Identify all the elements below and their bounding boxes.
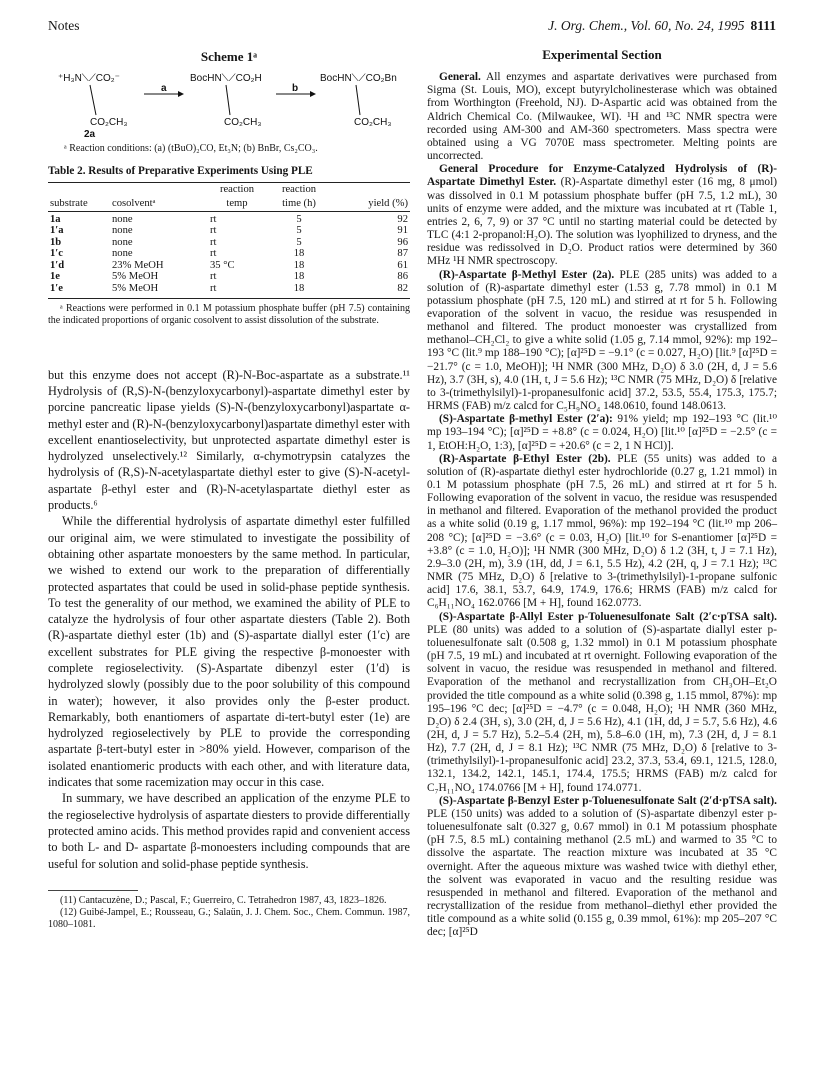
arrow-a-label: a — [161, 83, 167, 95]
scheme-diagram — [48, 67, 410, 137]
paragraph-heading: (S)-Aspartate β-Allyl Ester p-Toluenesulfonate Salt (2ʹc·pTSA salt). — [439, 610, 777, 623]
page-number: 8111 — [750, 18, 776, 33]
table-row — [48, 260, 410, 272]
table-2-footnote: ᵃ Reactions were performed in 0.1 M potassium phosphate buffer (pH 7.5) containing the indicated proportions of organic cosolvent to assist dissolution of the substrate. — [48, 302, 410, 326]
paragraph-general-procedure — [427, 163, 777, 268]
cell-yield: 61 — [397, 259, 408, 271]
compound-1-top: ⁺H₃N⟍⟋CO₂⁻ — [58, 73, 120, 85]
reference-11: (11) Cantacuzène, D.; Pascal, F.; Guerreiro, C. Tetrahedron 1987, 43, 1823–1826. — [60, 894, 387, 906]
cell-temp: rt — [210, 225, 217, 237]
table-2-title: Table 2. Results of Preparative Experiments Using PLE — [48, 165, 313, 178]
paragraph-general — [427, 71, 777, 163]
cell-substrate: 1e — [50, 271, 60, 283]
paragraph-text: All enzymes and aspartate derivatives were purchased from Sigma (St. Louis, MO), except butyrylcholinesterase which was obtained from Worthington (Freehold, NJ). D-Aspartic acid was obtained from the Aldrich Chemical Co. (Milwaukee, WI). ¹H and ¹³C NMR spectra were recorded using AM-300 and AM-360 spectrometers. Mass spectra were obtained using a VG 7070E mass spectrometer. Melting points are uncorrected. — [427, 71, 777, 163]
compound-2-sub: CO₂CH₃ — [224, 117, 262, 129]
header-temp-2: temp — [208, 197, 266, 211]
cell-temp: rt — [210, 236, 217, 248]
paragraph-continuation: but this enzyme does not accept (R)-N-Boc-aspartate as a substrate.¹¹ Hydrolysis of (R,S)-N-(benzyloxycarbonyl)-aspartate dimethyl ester by porcine pancreatic lipase yields (S)-N-(benzyloxycarbonyl)aspartate α-methyl ester and (R)-N-(benzyloxycarbonyl)aspartate dimethyl ester with excellent enantioselectivity, but unprotected aspartate dimethyl ester is hydrolyzed unselectively.¹² Similarly, α-chymotrypsin catalyzes the hydrolysis of (R,S)-N-acetylaspartate diethyl ester to give (S)-N-acetyl-aspartate β-ethyl ester and (R)-N-acetylaspartate diethyl ester as products.⁶ — [48, 367, 410, 513]
cell-cosolvent: none — [112, 213, 133, 225]
paragraph-text: PLE (55 units) was added to a solution of (R)-aspartate diethyl ester hydrochloride (0.27 g, 1.21 mmol) in 0.1 M potassium phosphate (pH 7.5, 26 mL) and stirred at rt for 5 h. Following evaporation of the solvent in vacuo, the residue was resuspended in methanol and filtered. Evaporation of the methanol provided the product as a white solid (0.19 g, 1.17 mmol, 96%): mp 192–194 °C (lit.¹⁰ mp 206–208 °C); [α]²⁵D = −3.6° (c = 0.03, H₂O) [lit.¹⁰ for S-enantiomer [α]²⁵D = +3.8° (c = 1.0, H₂O)]; ¹H NMR (300 MHz, D₂O) δ 1.2 (3H, t, J = 7.1 Hz), 2.9–3.0 (2H, m), 3.9 (1H, dd, J = 6.1, 5.5 Hz), 4.2 (2H, q, J = 7.1 Hz); ¹³C NMR (75 MHz, D₂O) δ [relative to 3-(trimethylsilyl)-1-propane sulfonic acid] 17.6, 38.1, 53.7, 64.9, 174.9, 176.6; HRMS (FAB) m/z calcd for C₆H₁₁NO₄ 162.0766 [M + H], found 162.0773. — [427, 452, 777, 610]
scheme-title: Scheme 1ᵃ — [200, 49, 258, 64]
compound-3-top: BocHN⟍⟋CO₂Bn — [320, 73, 397, 85]
cell-temp: rt — [210, 248, 217, 260]
compound-2-bond — [226, 85, 230, 115]
compound-3-sub: CO₂CH₃ — [354, 117, 392, 129]
paragraph-heading: General. — [439, 71, 481, 84]
header-cosolvent: cosolventᵃ — [110, 197, 208, 211]
scheme-1 — [48, 67, 410, 137]
compound-2-top: BocHN⟍⟋CO₂H — [190, 73, 262, 85]
left-column — [48, 44, 410, 931]
cell-substrate: 1ʹd — [50, 259, 65, 271]
paragraph-text: PLE (150 units) was added to a solution of (S)-aspartate dibenzyl ester p-toluenesulfonate salt (0.327 g, 0.67 mmol) in 0.1 M potassium phosphate (pH 7.5, 8.5 mL) containing methanol (2.5 mL) and warmed to 35 °C to dissolve the aspartate. The reaction mixture was incubated at 35 °C overnight. After the aqueous mixture was washed twice with diethyl ether, the solvent was evaporated in vacuo and the resulting residue was resuspended in methanol and filtered. Evaporation of the methanol and recrystallization of the residue from methanol–diethyl ether provided the title compound as a white solid (0.155 g, 0.39 mmol, 61%): mp 205–207 °C dec; [α]²⁵D — [427, 807, 777, 939]
section-title: Experimental Section — [542, 47, 662, 62]
compound-1-bond — [90, 85, 96, 115]
cell-time: 18 — [266, 283, 332, 298]
compound-1-sub: CO₂CH₃ — [90, 117, 128, 129]
paragraph-2prime-d — [427, 795, 777, 940]
paragraph-text: (R)-Aspartate dimethyl ester (16 mg, 8 μmol) was dissolved in 0.1 M potassium phosphate buffer (pH 7.5, 1.2 mL), 30 units of enzyme were added, and the mixture was incubated at rt (Table 1, entries 2, 6, 7, 9) or 37 °C until no starting material could be detected by TLC (4:1 2-propanol:H₂O). The solution was lyophilized to dryness, and the residue was redissolved in D₂O. Product ratios were determined by 360 MHz ¹H NMR spectroscopy. — [427, 176, 777, 268]
header-yield: yield (%) — [332, 197, 410, 211]
arrow-b-head — [310, 91, 316, 97]
cell-yield: 92 — [397, 213, 408, 225]
cell-time: 5 — [296, 213, 302, 225]
cell-time: 18 — [293, 271, 305, 283]
table-row — [48, 211, 410, 225]
cell-yield: 96 — [397, 236, 408, 248]
cell-substrate: 1ʹe — [48, 283, 110, 298]
cell-yield: 87 — [397, 248, 408, 260]
cell-temp: rt — [210, 271, 217, 283]
paragraph-summary: In summary, we have described an application of the enzyme PLE to the regioselective hydrolysis of aspartate diesters to provide differentially protected amino acids. This method provides rapid and convenient access to both L- and D- aspartate β-monoesters including compounds that are useful for solution and solid-phase peptide synthesis. — [48, 791, 410, 871]
running-header-right — [548, 18, 776, 34]
header-substrate: substrate — [48, 197, 110, 211]
header-time-1: reaction — [266, 183, 332, 197]
table-row — [48, 225, 410, 237]
compound-2a-label: 2a — [84, 129, 96, 138]
cell-yield: 91 — [397, 225, 408, 237]
cell-yield: 82 — [332, 283, 410, 298]
table-row — [48, 237, 410, 249]
cell-time: 18 — [293, 248, 305, 260]
header-temp-1: reaction — [208, 183, 266, 197]
cell-substrate: 1ʹa — [50, 225, 64, 237]
paragraph-2prime-a — [427, 413, 777, 452]
paragraph-heading: General Procedure for Enzyme-Catalyzed Hydrolysis of (R)-Aspartate Dimethyl Ester. — [427, 163, 777, 189]
paragraph-text: 91% yield; mp 192–193 °C (lit.¹⁰ mp 193–194 °C); [α]²⁵D = +8.8° (c = 0.024, H₂O) [lit.¹⁰ [α]²⁵D = −2.5° (c = 1, EtOH:H₂O, 1:3), [α]²⁵D = +20.6° (c = 2, 1 N HCl)]. — [427, 413, 777, 452]
paragraph-heading: (R)-Aspartate β-Ethyl Ester (2b). — [439, 452, 611, 465]
footnote-rule — [48, 890, 138, 891]
paragraph-2prime-c — [427, 611, 777, 795]
cell-substrate: 1a — [50, 213, 61, 225]
cell-cosolvent: 23% MeOH — [112, 259, 164, 271]
paragraph-2a — [427, 269, 777, 414]
table-2 — [48, 182, 410, 298]
journal-citation: J. Org. Chem., Vol. 60, No. 24, 1995 — [548, 18, 745, 33]
cell-yield: 86 — [397, 271, 408, 283]
table-row — [48, 248, 410, 260]
paragraph-text: PLE (80 units) was added to a solution of (S)-aspartate diallyl ester p-toluenesulfonate salt (0.508 g, 1.32 mmol) in 0.1 M potassium phosphate (pH 7.5, 19 mL) and incubated at rt overnight. Following evaporation of the solvent in vacuo, the residue was resuspended in methanol and filtered. Evaporation of the methanol and recrystallization from CH₃OH–Et₂O provided the title compound as a white solid (0.398 g, 1.15 mmol, 87%): mp 195–196 °C dec; [α]²⁵D = −4.7° (c = 0.048, H₂O); ¹H NMR (360 MHz, D₂O) δ 2.4 (3H, s), 3.0 (2H, d, J = 5.6 Hz), 4.1 (1H, dd, J = 5.7, 5.6 Hz), 4.6 (2H, d, J = 5.7 Hz), 5.2–5.4 (2H, m), 5.8–6.0 (1H, m), 7.3 (2H, d, J = 8.1 Hz), 7.7 (2H, d, J = 8.1 Hz); ¹³C NMR (75 MHz, D₂O) δ [relative to 3-(trimethylsilyl)-1-propanesulfonic acid] 23.2, 37.3, 53.4, 69.1, 121.5, 128.0, 132.1, 134.2, 142.1, 145.1, 174.4, 175.5; HRMS (FAB) m/z calcd for C₇H₁₁NO₄ 174.0766 [M + H], found 174.0771. — [427, 623, 777, 794]
cell-cosolvent: 5% MeOH — [110, 283, 208, 298]
arrow-b-label: b — [292, 83, 299, 95]
table-row — [48, 283, 410, 298]
cell-cosolvent: none — [112, 248, 133, 260]
cell-cosolvent: 5% MeOH — [112, 271, 159, 283]
cell-substrate: 1ʹc — [50, 248, 63, 260]
paragraph-heading: (R)-Aspartate β-Methyl Ester (2a). — [439, 268, 615, 281]
reference-12: (12) Guibé-Jampel, E.; Rousseau, G.; Salaün, J. J. Chem. Soc., Chem. Commun. 1987, 1080–1081. — [48, 906, 410, 930]
cell-temp: 35 °C — [210, 259, 235, 271]
cell-temp: rt — [208, 283, 266, 298]
arrow-a-head — [178, 91, 184, 97]
references — [48, 895, 410, 931]
paragraph-differential-hydrolysis: While the differential hydrolysis of aspartate dimethyl ester fulfilled our original aim, we were stimulated to investigate the possibility of obtaining other aspartate monoesters by the same method. In particular, we wished to extend our work to the preparation of differentially protected aspartates that could be used in solid-phase peptide synthesis. To test the generality of our method, we examined the ability of PLE to catalyze the hydrolysis of four other aspartate diesters (Table 2). Both (R)-aspartate diethyl ester (1b) and (S)-aspartate diallyl ester (1ʹc) are excellent substrates for PLE giving the respective β-monoester with complete regioselectivity. (S)-Aspartate dibenzyl ester (1ʹd) is hydrolyzed slowly (possibly due to the poor solubility of this compound in water); however, it also provides only the β-ester product. Remarkably, both enantiomers of aspartate di-tert-butyl ester (1e) are hydrolyzed regioselectively by PLE to provide the corresponding aspartate β-tert-butyl ester in >80% yield. However, comparison of the isolated enantiomeric products with each other, and with literature data, indicates that some racemization may occur in this case. — [48, 514, 410, 790]
table-row — [48, 271, 410, 283]
cell-temp: rt — [210, 213, 217, 225]
paragraph-text: PLE (285 units) was added to a solution of (R)-aspartate dimethyl ester (1.53 g, 7.78 mmol) in 0.1 M potassium phosphate (pH 7.5, 120 mL) and stirred at rt for 5 h. Following evaporation of the solvent in vacuo, the residue was resuspended in methanol and filtered. The product monoester was crystallized from methanol–CH₂Cl₂ to give a white solid (1.05 g, 7.14 mmol, 92%): mp 192–193 °C (lit.⁹ mp 188–190 °C); [α]²⁵D = −9.1° (c = 0.027, H₂O) [lit.⁹ [α]²⁵D = −21.7° (c = 1.0, MeOH)]; ¹H NMR (300 MHz, D₂O) δ 3.0 (2H, d, J = 5.6 Hz), 3.7 (3H, s), 4.0 (1H, t, J = 5.6 Hz); ¹³C NMR (75 MHz, D₂O) δ [relative to 3-(trimethylsilyl)-1-propanesulfonic acid] 37.2, 53.5, 55.4, 175.3, 175.7; HRMS (FAB) m/z calcd for C₅H₉NO₄ 148.0610, found 148.0613. — [427, 268, 777, 413]
right-column — [427, 44, 777, 939]
running-header-left: Notes — [48, 18, 80, 33]
compound-3-bond — [356, 85, 360, 115]
paragraph-2b — [427, 453, 777, 611]
cell-time: 18 — [293, 259, 305, 271]
left-body-text — [48, 367, 410, 872]
scheme-conditions: ᵃ Reaction conditions: (a) (tBuO)₂CO, Et₃N; (b) BnBr, Cs₂CO₃. — [64, 143, 318, 155]
cell-time: 5 — [296, 236, 302, 248]
cell-cosolvent: none — [112, 225, 133, 237]
cell-time: 5 — [296, 225, 302, 237]
header-time-2: time (h) — [266, 197, 332, 211]
cell-substrate: 1b — [50, 236, 62, 248]
paragraph-heading: (S)-Aspartate β-methyl Ester (2ʹa): — [439, 413, 613, 426]
cell-cosolvent: none — [112, 236, 133, 248]
paragraph-heading: (S)-Aspartate β-Benzyl Ester p-Toluenesulfonate Salt (2ʹd·pTSA salt). — [439, 794, 777, 807]
